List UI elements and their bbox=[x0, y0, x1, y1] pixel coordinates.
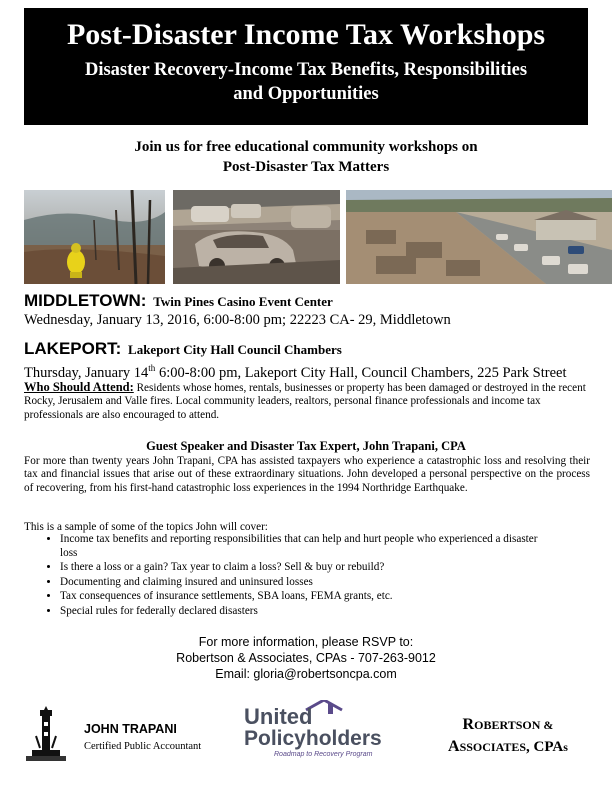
topics-list bbox=[24, 533, 540, 620]
rsvp-line-1: For more information, please RSVP to: bbox=[198, 635, 414, 649]
middletown-venue: Twin Pines Casino Event Center bbox=[153, 294, 333, 309]
list-item: • Special rules for federally declared disasters bbox=[60, 605, 540, 619]
photo-firefighter bbox=[24, 190, 165, 284]
intro-text bbox=[0, 137, 612, 177]
topics-intro: This is a sample of some of the topics John will cover: bbox=[24, 521, 268, 533]
ra-s: s bbox=[563, 740, 568, 754]
lakeport-city: LAKEPORT: bbox=[24, 339, 122, 358]
ra-a: A bbox=[448, 738, 460, 755]
middletown-date: Wednesday, January 13, 2016, 6:00-8:00 pm; 22223 CA- 29, Middletown bbox=[24, 312, 451, 328]
up-tagline: Roadmap to Recovery Program bbox=[274, 751, 373, 758]
middletown-city: MIDDLETOWN: bbox=[24, 291, 147, 310]
list-item: • Is there a loss or a gain? Tax year to claim a loss? Sell & buy or rebuild? bbox=[60, 561, 540, 575]
who-should-attend bbox=[24, 381, 590, 422]
lighthouse-logo-icon bbox=[22, 706, 70, 762]
ra-ssociates: SSOCIATES bbox=[459, 740, 527, 754]
photo-burned-neighborhood bbox=[346, 190, 612, 284]
john-trapani-logo bbox=[84, 722, 201, 752]
ra-r: R bbox=[462, 716, 475, 733]
ra-obertson: OBERTSON bbox=[474, 718, 541, 732]
photo-burned-cars bbox=[173, 190, 340, 284]
lakeport-section bbox=[24, 339, 567, 382]
rsvp-block bbox=[0, 634, 612, 682]
list-item: • Income tax benefits and reporting responsibilities that can help and hurt people who experienced a disaster loss bbox=[60, 533, 540, 560]
who-label: Who Should Attend: bbox=[24, 380, 134, 394]
speaker-heading: Guest Speaker and Disaster Tax Expert, John Trapani, CPA bbox=[146, 439, 466, 453]
who-text: Residents whose homes, rentals, businesses or property has been damaged or destroyed in the recent Rocky, Jerusalem and Valle fires. Local community leaders, realtors, personal finance professionals and income tax professionals are also encouraged to attend. bbox=[24, 382, 586, 421]
rsvp-email[interactable]: Email: gloria@robertsoncpa.com bbox=[215, 667, 397, 681]
subtitle-line-1: Disaster Recovery-Income Tax Benefits, Responsibilities bbox=[84, 60, 528, 80]
page-title: Post-Disaster Income Tax Workshops bbox=[66, 18, 546, 51]
up-line-1: United bbox=[244, 704, 313, 729]
united-policyholders-logo bbox=[244, 700, 414, 760]
ra-cpa: , CPA bbox=[526, 739, 564, 755]
lakeport-date-main: Thursday, January 14 bbox=[24, 364, 149, 381]
rsvp-line-2: Robertson & Associates, CPAs - 707-263-9012 bbox=[176, 651, 436, 665]
header-banner bbox=[24, 8, 588, 125]
speaker-bio: For more than twenty years John Trapani, CPA has assisted taxpayers who experience a catastrophic loss and resolving their tax and financial issues that arise out of these extraordinary situations. John developed a personal perspective on the process of recovering, from his first-hand catastrophic loss experiences in the 1994 Northridge Earthquake. bbox=[24, 455, 590, 494]
up-line-2: Policyholders bbox=[244, 727, 382, 750]
subtitle-line-2: and Opportunities bbox=[233, 84, 379, 104]
lakeport-date bbox=[24, 359, 567, 382]
jt-title: Certified Public Accountant bbox=[84, 741, 202, 752]
lakeport-date-rest: 6:00-8:00 pm, Lakeport City Hall, Council Chambers, 225 Park Street bbox=[155, 364, 567, 381]
lakeport-date-suffix: th bbox=[148, 363, 156, 373]
intro-line-2: Post-Disaster Tax Matters bbox=[222, 159, 390, 175]
lakeport-venue: Lakeport City Hall Council Chambers bbox=[128, 342, 342, 357]
list-item: • Tax consequences of insurance settlements, SBA loans, FEMA grants, etc. bbox=[60, 590, 540, 604]
middletown-section bbox=[24, 291, 451, 329]
robertson-associates-logo bbox=[448, 714, 568, 758]
intro-line-1: Join us for free educational community workshops on bbox=[134, 139, 478, 155]
list-item: • Documenting and claiming insured and uninsured losses bbox=[60, 576, 540, 590]
ra-amp: & bbox=[540, 718, 554, 732]
jt-name: JOHN TRAPANI bbox=[84, 722, 177, 736]
